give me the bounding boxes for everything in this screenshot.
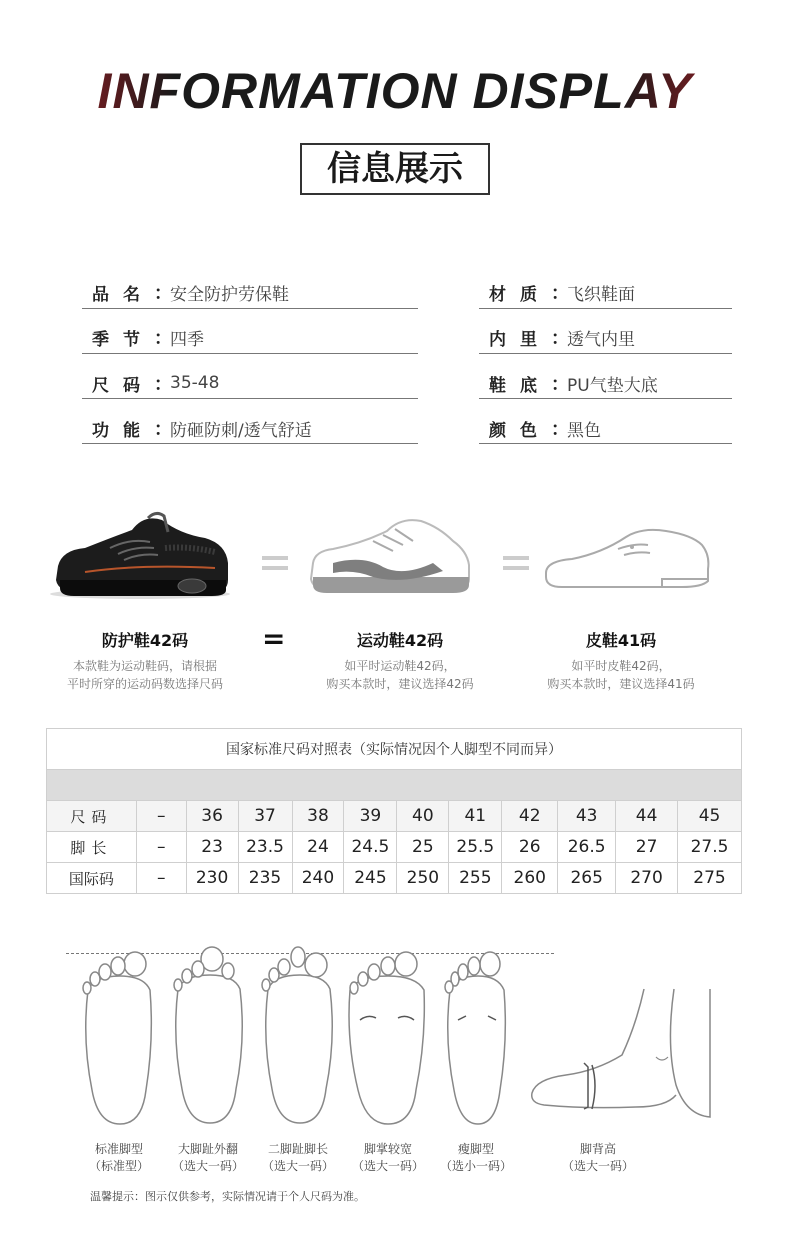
page-title-en: INFORMATION DISPLAY [0,62,790,120]
table-cell: 240 [292,863,344,894]
table-cell: 36 [186,801,238,832]
page-title-cn: 信息展示 [300,143,490,195]
table-cell: 41 [449,801,502,832]
size-chart-table [46,728,742,894]
info-colon: ： [154,283,172,304]
info-value: PU气垫大底 [567,375,658,396]
info-color-row [479,408,601,448]
info-label: 季节 [92,329,154,350]
caption-title: 皮鞋41码 [585,631,657,650]
caption-note: 平时所穿的运动码数选择尺码 [66,677,223,691]
table-cell: 26.5 [558,832,616,863]
table-cell: 250 [397,863,449,894]
equals-bar [503,556,529,560]
table-cell: – [136,801,186,832]
info-label: 鞋底 [489,375,551,396]
divider [479,308,732,309]
row-label: 脚长 [47,832,137,863]
table-cell: 40 [397,801,449,832]
info-value: 四季 [170,329,204,350]
narrow-foot-icon [436,950,518,1130]
sneaker-image [303,515,478,597]
info-value: 飞织鞋面 [567,284,635,305]
caption-protective [50,628,240,693]
equals-bar [262,556,288,560]
info-value: 35-48 [170,373,220,393]
table-cell: 270 [616,863,678,894]
table-cell: 260 [502,863,558,894]
foot-type-advice: （选小一码） [439,1159,512,1173]
equals-bar [262,566,288,570]
equals-sign: = [262,622,286,655]
caption-title: 运动鞋42码 [356,631,444,650]
foot-caption-narrow [431,1141,521,1175]
info-sole-row [479,363,658,403]
info-label: 尺码 [92,375,154,396]
foot-type-name: 标准脚型 [94,1142,143,1156]
table-cell: 23 [186,832,238,863]
info-name-row [82,272,289,312]
table-cell: 27.5 [678,832,742,863]
info-value: 黑色 [567,420,601,441]
footnote-tip: 温馨提示：图示仅供参考，实际情况请于个人尺码为准。 [90,1190,365,1203]
info-colon: ： [551,328,569,349]
info-colon: ： [551,283,569,304]
foot-type-advice: （选大一码） [351,1159,424,1173]
info-label: 颜色 [489,420,551,441]
table-cell: 25 [397,832,449,863]
table-cell: 24.5 [344,832,397,863]
info-label: 品名 [92,284,154,305]
table-cell: 275 [678,863,742,894]
info-colon: ： [154,374,172,395]
table-cell: – [136,832,186,863]
info-colon: ： [551,419,569,440]
caption-title: 防护鞋42码 [101,631,189,650]
foot-type-advice: （标准型） [88,1159,149,1173]
divider [82,353,418,354]
caption-leather [526,628,716,693]
table-cell: 23.5 [238,832,292,863]
table-cell: 235 [238,863,292,894]
foot-caption-second-toe [253,1141,343,1175]
leather-shoe-image [542,525,717,595]
foot-caption-bunion [163,1141,253,1175]
table-cell: 255 [449,863,502,894]
caption-note: 购买本款时，建议选择41码 [547,677,695,691]
table-cell: 43 [558,801,616,832]
info-material-row [479,272,635,312]
foot-type-advice: （选大一码） [171,1159,244,1173]
row-label: 国际码 [47,863,137,894]
foot-caption-high-instep [553,1141,643,1175]
caption-note: 如平时运动鞋42码， [344,659,456,673]
foot-type-name: 脚掌较宽 [363,1142,412,1156]
divider [479,443,732,444]
bunion-foot-icon [168,945,250,1130]
foot-type-advice: （选大一码） [261,1159,334,1173]
table-cell: 42 [502,801,558,832]
row-label: 尺码 [47,801,137,832]
high-instep-foot-icon [526,985,716,1130]
table-cell: 230 [186,863,238,894]
caption-sneaker [305,628,495,693]
wide-foot-icon [346,950,428,1130]
info-colon: ： [551,374,569,395]
caption-note: 本款鞋为运动鞋码，请根据 [72,659,217,673]
table-cell: 245 [344,863,397,894]
table-cell: 39 [344,801,397,832]
divider [479,353,732,354]
divider [82,308,418,309]
info-season-row [82,317,204,357]
table-cell: 45 [678,801,742,832]
table-cell: 25.5 [449,832,502,863]
foot-type-advice: （选大一码） [561,1159,634,1173]
foot-type-name: 脚背高 [579,1142,616,1156]
foot-type-name: 大脚趾外翻 [177,1142,238,1156]
info-label: 内里 [489,329,551,350]
equals-bar [503,566,529,570]
table-row [47,863,742,894]
caption-note: 如平时皮鞋42码， [571,659,671,673]
table-cell: 38 [292,801,344,832]
foot-caption-wide [343,1141,433,1175]
info-value: 透气内里 [567,329,635,350]
foot-caption-standard [74,1141,164,1175]
info-label: 功能 [92,420,154,441]
table-cell: 265 [558,863,616,894]
divider [82,398,418,399]
long-second-toe-foot-icon [258,945,340,1130]
table-row [47,801,742,832]
table-spacer [47,770,742,801]
table-cell: 24 [292,832,344,863]
divider [479,398,732,399]
table-cell: – [136,863,186,894]
size-chart-caption: 国家标准尺码对照表（实际情况因个人脚型不同而异） [47,729,742,770]
table-row [47,832,742,863]
info-value: 防砸防刺/透气舒适 [170,420,312,441]
foot-type-name: 二脚趾脚长 [267,1142,328,1156]
info-function-row [82,408,312,448]
table-cell: 27 [616,832,678,863]
table-cell: 26 [502,832,558,863]
divider [82,443,418,444]
info-colon: ： [154,419,172,440]
standard-foot-icon [78,950,160,1130]
foot-type-name: 瘦脚型 [457,1142,494,1156]
table-cell: 37 [238,801,292,832]
table-cell: 44 [616,801,678,832]
info-colon: ： [154,328,172,349]
protective-shoe-image [40,508,240,603]
caption-note: 购买本款时，建议选择42码 [326,677,474,691]
info-label: 材质 [489,284,551,305]
info-lining-row [479,317,635,357]
info-size-row [82,363,219,403]
info-value: 安全防护劳保鞋 [170,284,289,305]
